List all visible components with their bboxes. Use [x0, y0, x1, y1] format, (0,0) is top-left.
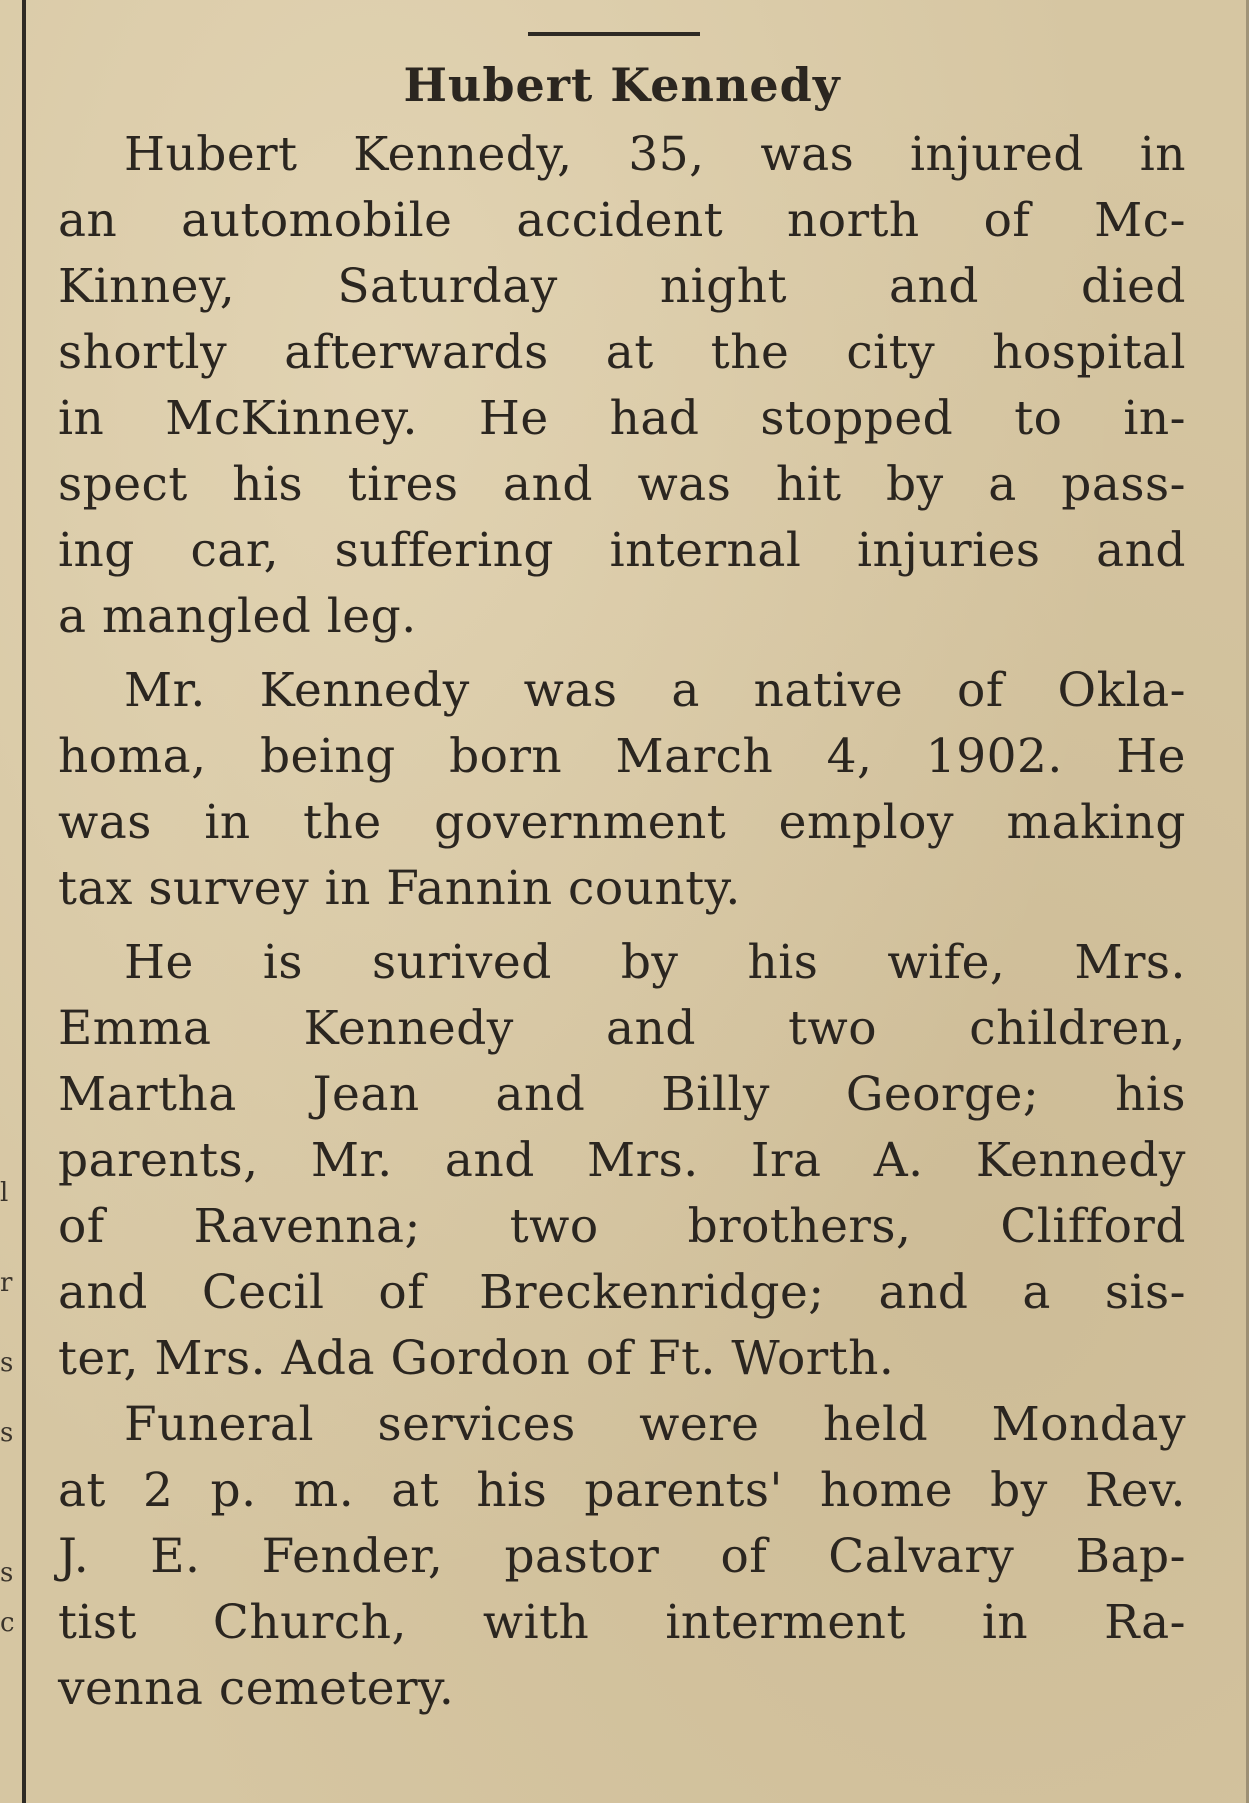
edge-fragment: s [0, 1348, 14, 1378]
headline: Hubert Kennedy [403, 58, 841, 112]
text-line: Kinney, Saturday night and died [58, 259, 1186, 314]
text-line: venna cemetery. [58, 1661, 455, 1716]
paragraph-4 [58, 1392, 1186, 1722]
text-line: ing car, suffering internal injuries and [58, 523, 1186, 578]
text-line: Martha Jean and Billy George; his [58, 1067, 1186, 1122]
edge-fragment: s [0, 1558, 14, 1588]
text-line: an automobile accident north of Mc- [58, 193, 1186, 248]
text-line: shortly afterwards at the city hospital [58, 325, 1186, 380]
adjacent-column-fragments [0, 1180, 16, 1700]
text-line: at 2 p. m. at his parents' home by Rev. [58, 1463, 1186, 1518]
text-line: Emma Kennedy and two children, [58, 1001, 1186, 1056]
text-line: ter, Mrs. Ada Gordon of Ft. Worth. [58, 1331, 895, 1386]
text-line: homa, being born March 4, 1902. He [58, 729, 1186, 784]
column-rule-left [22, 0, 26, 1803]
text-line: of Ravenna; two brothers, Clifford [58, 1199, 1186, 1254]
paragraph-2 [58, 658, 1186, 922]
text-line: in McKinney. He had stopped to in- [58, 391, 1186, 446]
text-line: a mangled leg. [58, 589, 417, 644]
text-line: He is surived by his wife, Mrs. [124, 935, 1186, 990]
text-line: spect his tires and was hit by a pass- [58, 457, 1186, 512]
paragraph-1 [58, 122, 1186, 650]
text-line: parents, Mr. and Mrs. Ira A. Kennedy [58, 1133, 1186, 1188]
edge-fragment: l [0, 1178, 9, 1208]
text-line: tist Church, with interment in Ra- [58, 1595, 1186, 1650]
text-line: was in the government employ making [58, 795, 1186, 850]
text-line: Funeral services were held Monday [124, 1397, 1186, 1452]
paragraph-3 [58, 930, 1186, 1392]
edge-fragment: c [0, 1608, 15, 1638]
text-line: tax survey in Fannin county. [58, 861, 741, 916]
headline-rule [528, 32, 700, 36]
text-line: Hubert Kennedy, 35, was injured in [124, 127, 1186, 182]
obituary-article [58, 48, 1186, 1722]
text-line: and Cecil of Breckenridge; and a sis- [58, 1265, 1186, 1320]
text-line: J. E. Fender, pastor of Calvary Bap- [58, 1529, 1186, 1584]
text-line: Mr. Kennedy was a native of Okla- [124, 663, 1186, 718]
edge-fragment: s [0, 1418, 14, 1448]
edge-fragment: r [0, 1268, 13, 1298]
